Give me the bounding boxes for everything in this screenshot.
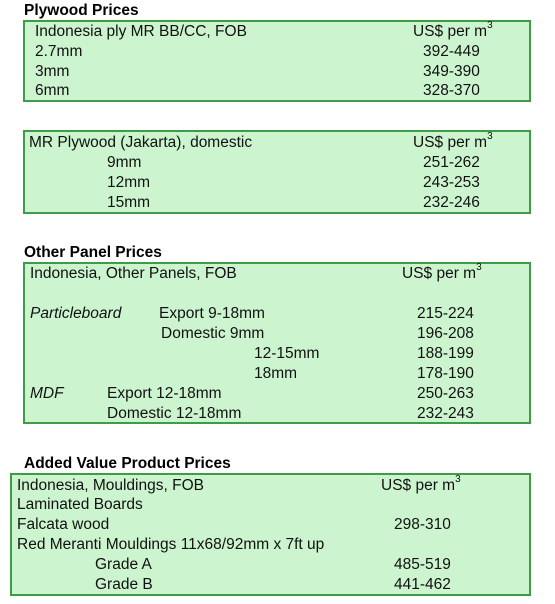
row-label: Grade A [95,556,152,573]
row-price: 215-224 [417,305,474,322]
row-label: 15mm [107,194,151,211]
row-label: Falcata wood [17,516,110,533]
row-price: 349-390 [423,63,480,80]
table-title: Indonesia, Other Panels, FOB [30,265,237,282]
row-price: 328-370 [423,82,480,99]
particleboard-label: Particleboard [30,305,122,322]
added-value-heading: Added Value Product Prices [24,455,231,472]
row-price: 178-190 [417,365,474,382]
row-price: 441-462 [394,576,451,593]
table-title: MR Plywood (Jakarta), domestic [29,134,253,151]
plywood-heading: Plywood Prices [24,2,139,19]
row-label: 12-15mm [254,345,320,362]
table-title: Indonesia ply MR BB/CC, FOB [35,23,247,40]
row-price: 250-263 [417,385,474,402]
row-label: 2.7mm [35,43,83,60]
row-label: Domestic 9mm [161,325,265,342]
row-label: 12mm [107,174,151,191]
row-price: 232-243 [417,405,474,422]
mdf-label: MDF [30,385,64,402]
row-price: 232-246 [423,194,480,211]
row-price: 251-262 [423,154,480,171]
row-label: Domestic 12-18mm [107,405,242,422]
row-price: 196-208 [417,325,474,342]
row-label: 6mm [35,82,70,99]
laminated-label: Laminated Boards [17,496,143,513]
meranti-label: Red Meranti Mouldings 11x68/92mm x 7ft up [17,536,325,553]
table-title: Indonesia, Mouldings, FOB [17,477,204,494]
row-label: 9mm [107,154,142,171]
row-label: Export 9-18mm [159,305,265,322]
row-label: Grade B [95,576,153,593]
unit-header: US$ per $m^3$ [381,474,461,494]
row-price: 392-449 [423,43,480,60]
row-label: 3mm [35,63,70,80]
row-price: 298-310 [394,516,451,533]
row-price: 188-199 [417,345,474,362]
row-price: 243-253 [423,174,480,191]
row-price: 485-519 [394,556,451,573]
unit-header: US$ per $m^3$ [402,262,482,282]
unit-header: US$ per $m^3$ [413,131,493,151]
panels-heading: Other Panel Prices [24,244,162,261]
row-label: Export 12-18mm [107,385,222,402]
unit-header: US$ per $m^3$ [413,20,493,40]
row-label: 18mm [254,365,298,382]
